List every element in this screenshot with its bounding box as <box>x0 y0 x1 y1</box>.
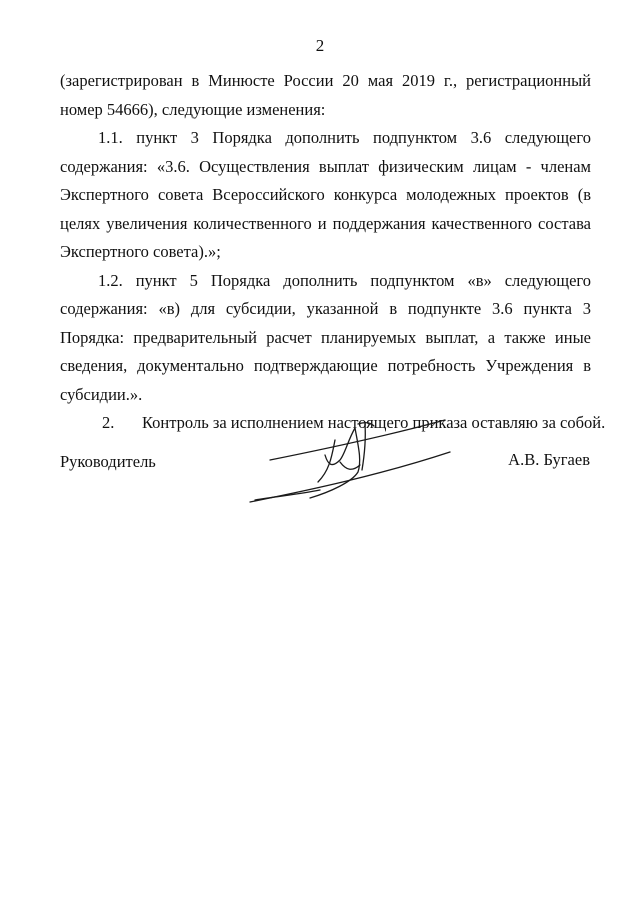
document-body <box>60 67 606 438</box>
item-2-text: Контроль за исполнением настоящего приказа оставляю за собой. <box>142 413 606 432</box>
signatory-name: А.В. Бугаев <box>508 450 590 469</box>
paragraph-item-2 <box>60 409 606 438</box>
paragraph-item-1-1: 1.1. пункт 3 Порядка дополнить подпунктом 3.6 следующего содержания: «3.6. Осуществления выплат физическим лицам - членам Экспертного совета Всероссийского конкурса молодежных проектов (в целях увеличения количественного и поддержания качественного состава Экспертного совета).»; <box>60 128 591 261</box>
page-number: 2 <box>315 36 325 55</box>
item-2-number: 2. <box>102 413 115 432</box>
paragraph-registration: (зарегистрирован в Минюсте России 20 мая 2019 г., регистрационный номер 54666), следующие изменения: <box>60 71 591 119</box>
signatory-position: Руководитель <box>60 452 156 471</box>
paragraph-item-1-2: 1.2. пункт 5 Порядка дополнить подпунктом «в» следующего содержания: «в) для субсидии, указанной в подпункте 3.6 пункта 3 Порядка: предварительный расчет планируемых выплат, а также иные сведения, документально подтверждающие потребность Учреждения в субсидии.». <box>60 270 591 404</box>
